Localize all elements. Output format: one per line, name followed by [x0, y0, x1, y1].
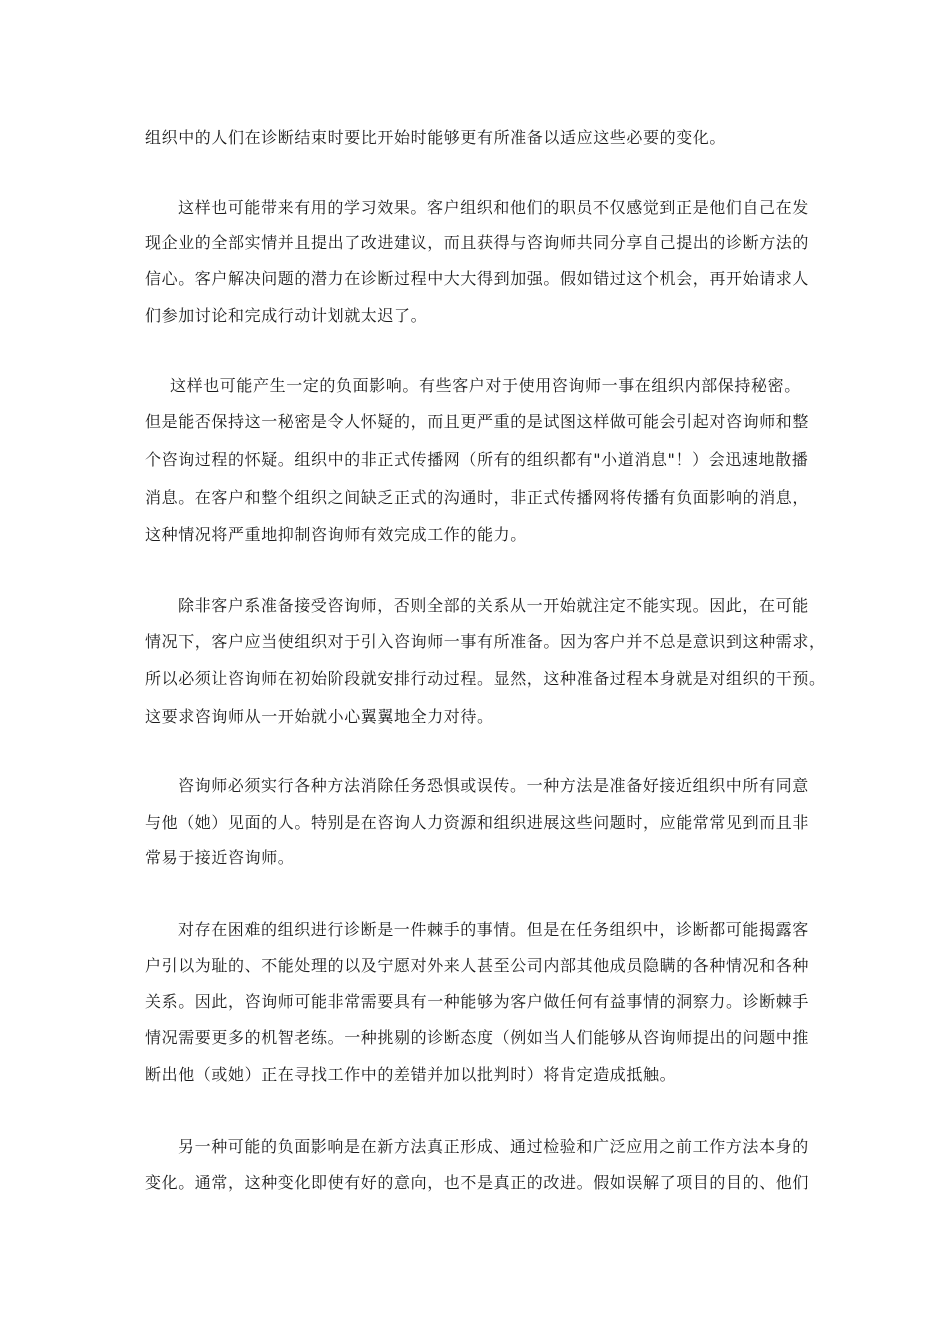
paragraph-line: 组织中的人们在诊断结束时要比开始时能够更有所准备以适应这些必要的变化。	[145, 128, 727, 147]
paragraph-line: 常易于接近咨询师。	[145, 848, 295, 867]
paragraph-line: 但是能否保持这一秘密是令人怀疑的，而且更严重的是试图这样做可能会引起对咨询师和整	[145, 412, 810, 431]
paragraph-line: 情况需要更多的机智老练。一种挑剔的诊断态度（例如当人们能够从咨询师提出的问题中推	[145, 1028, 810, 1047]
paragraph-line: 现企业的全部实情并且提出了改进建议，而且获得与咨询师共同分享自己提出的诊断方法的	[145, 233, 810, 252]
paragraph-line: 个咨询过程的怀疑。组织中的非正式传播网（所有的组织都有"小道消息"！）会迅速地散播	[145, 450, 809, 469]
paragraph-line: 变化。通常，这种变化即使有好的意向，也不是真正的改进。假如误解了项目的目的、他们	[145, 1173, 810, 1192]
paragraph-line: 另一种可能的负面影响是在新方法真正形成、通过检验和广泛应用之前工作方法本身的	[178, 1137, 809, 1156]
paragraph-line: 这样也可能产生一定的负面影响。有些客户对于使用咨询师一事在组织内部保持秘密。	[170, 376, 801, 395]
paragraph-line: 对存在困难的组织进行诊断是一件棘手的事情。但是在任务组织中，诊断都可能揭露客	[178, 920, 809, 939]
paragraph-line: 关系。因此，咨询师可能非常需要具有一种能够为客户做任何有益事情的洞察力。诊断棘手	[145, 992, 810, 1011]
paragraph-line: 这要求咨询师从一开始就小心翼翼地全力对待。	[145, 707, 494, 726]
paragraph-line: 断出他（或她）正在寻找工作中的差错并加以批判时）将肯定造成抵触。	[145, 1065, 677, 1084]
paragraph-line: 这种情况将严重地抑制咨询师有效完成工作的能力。	[145, 525, 527, 544]
paragraph-line: 这样也可能带来有用的学习效果。客户组织和他们的职员不仅感觉到正是他们自己在发	[178, 198, 809, 217]
paragraph-line: 消息。在客户和整个组织之间缺乏正式的沟通时，非正式传播网将传播有负面影响的消息，	[145, 488, 810, 507]
paragraph-line: 情况下，客户应当使组织对于引入咨询师一事有所准备。因为客户并不总是意识到这种需求，	[145, 632, 826, 651]
paragraph-line: 信心。客户解决问题的潜力在诊断过程中大大得到加强。假如错过这个机会，再开始请求人	[145, 269, 810, 288]
paragraph-line: 户引以为耻的、不能处理的以及宁愿对外来人甚至公司内部其他成员隐瞒的各种情况和各种	[145, 956, 810, 975]
paragraph-line: 与他（她）见面的人。特别是在咨询人力资源和组织进展这些问题时，应能常常见到而且非	[145, 813, 810, 832]
paragraph-line: 咨询师必须实行各种方法消除任务恐惧或误传。一种方法是准备好接近组织中所有同意	[178, 776, 809, 795]
paragraph-line: 所以必须让咨询师在初始阶段就安排行动过程。显然，这种准备过程本身就是对组织的干预。	[145, 669, 826, 688]
paragraph-line: 除非客户系准备接受咨询师，否则全部的关系从一开始就注定不能实现。因此，在可能	[178, 596, 809, 615]
paragraph-line: 们参加讨论和完成行动计划就太迟了。	[145, 306, 428, 325]
